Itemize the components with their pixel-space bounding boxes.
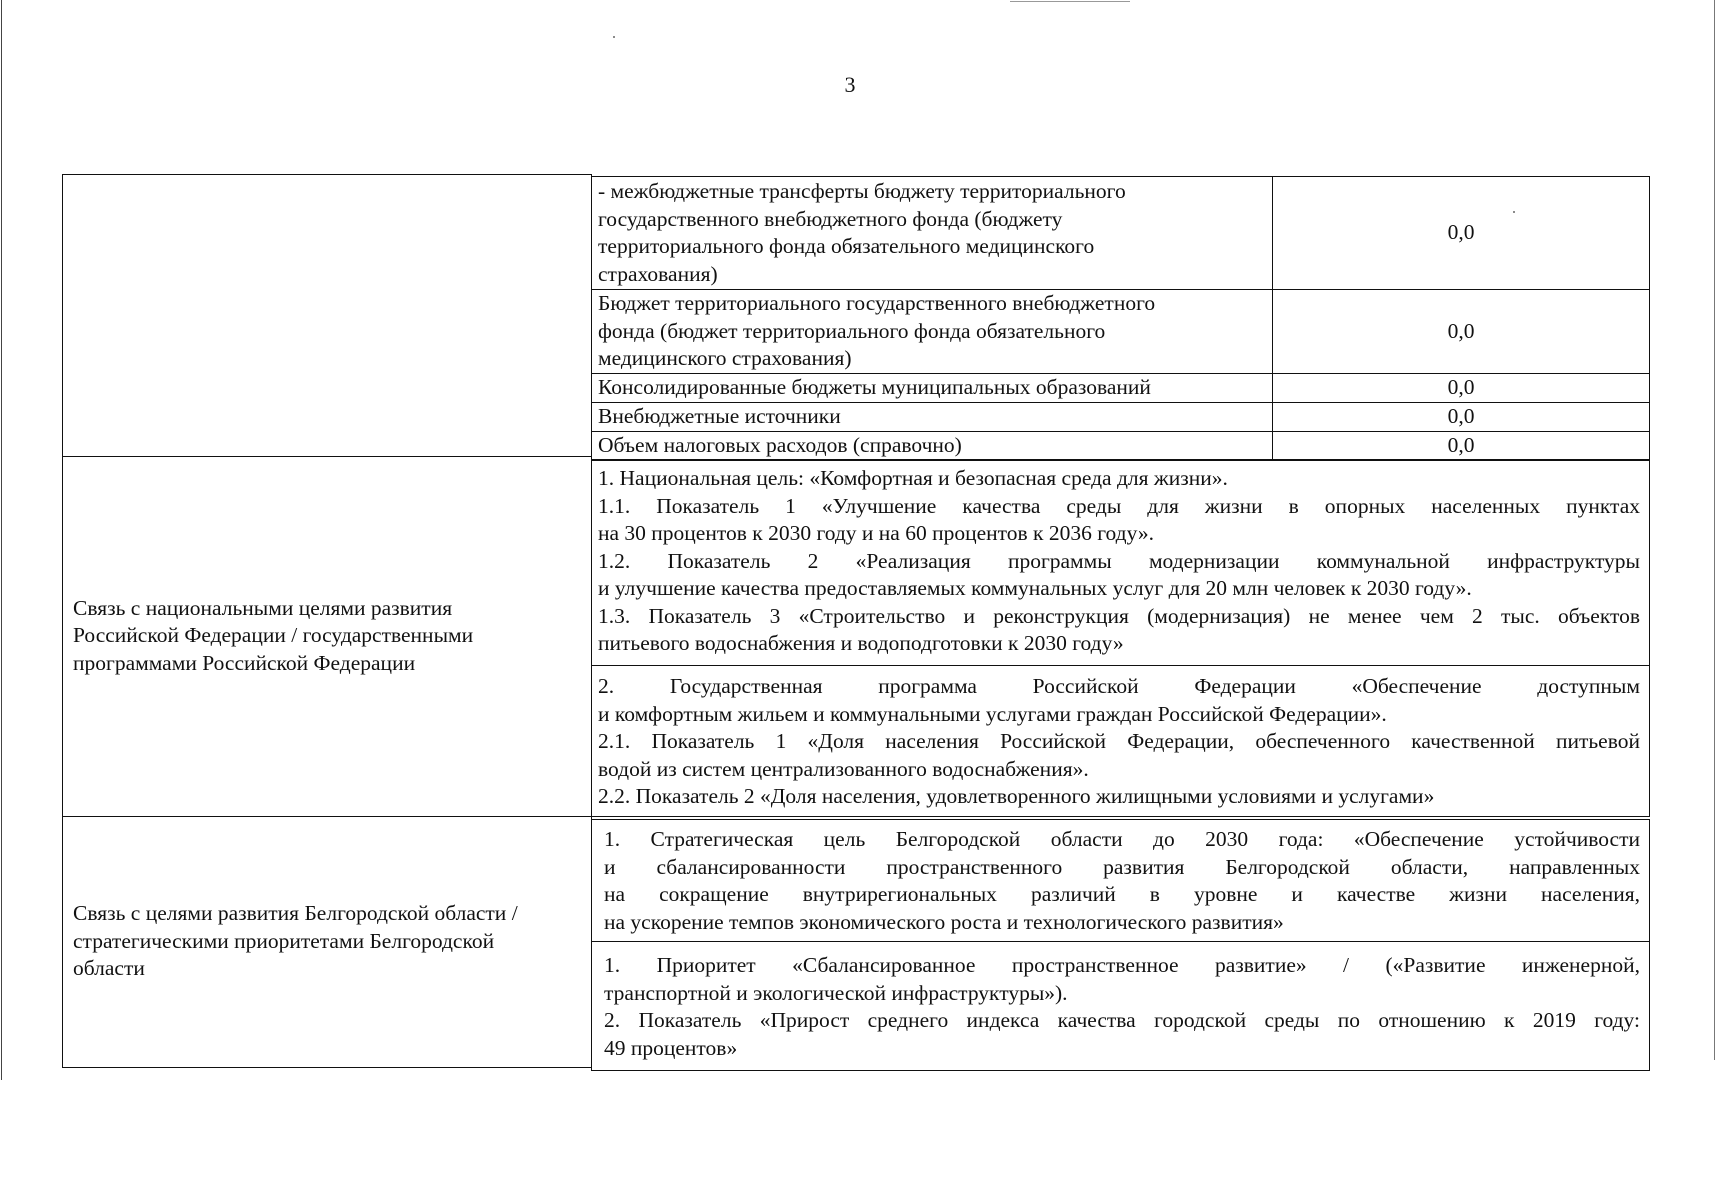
regional-goals-label — [63, 817, 590, 1066]
priority-line: 1. Приоритет «Сбалансированное пространственное развитие» / («Развитие инженерной, — [604, 953, 1640, 977]
label-line: Связь с целями развития Белгородской области / — [73, 901, 518, 926]
goal-line: 1.3. Показатель 3 «Строительство и реконструкция (модернизация) не менее чем 2 тыс. объектов — [598, 603, 1640, 628]
source-line: государственного внебюджетного фонда (бюджету — [598, 206, 1063, 231]
goal-line: на 30 процентов к 2030 году и на 60 процентов к 2036 году». — [598, 521, 1155, 545]
program-line: и комфортным жильем и коммунальными услугами граждан Российской Федерации». — [598, 701, 1387, 726]
scan-right-edge — [1714, 0, 1715, 1060]
page-number: 3 — [844, 72, 856, 97]
priority-line: транспортной и экологической инфраструктуры»). — [604, 980, 1068, 1005]
source-line: Консолидированные бюджеты муниципальных образований — [598, 375, 1151, 399]
national-goals-label-block — [62, 456, 592, 817]
funding-value-cell — [1272, 176, 1650, 290]
funding-value: 0,0 — [1447, 375, 1475, 400]
empty-label-cell — [62, 174, 592, 457]
national-goal-cell — [591, 460, 1650, 666]
regional-goal-cell — [591, 819, 1650, 942]
regional-goals-label-block — [62, 816, 592, 1068]
goal-line: 1. Национальная цель: «Комфортная и безопасная среда для жизни». — [598, 466, 1228, 490]
goal-line: и улучшение качества предоставляемых коммунальных услуг для 20 млн человек к 2030 году». — [598, 576, 1472, 600]
program-line: 2.1. Показатель 1 «Доля населения Российской Федерации, обеспеченного качественной питьевой — [598, 729, 1640, 753]
source-line: Внебюджетные источники — [598, 404, 841, 428]
source-line: страхования) — [598, 261, 718, 286]
goal-line: питьевого водоснабжения и водоподготовки к 2030 году» — [598, 631, 1124, 655]
label-line: Связь с национальными целями развития — [73, 595, 453, 620]
state-program-cell — [591, 665, 1650, 817]
scan-left-edge — [1, 0, 2, 1080]
regional-line: на ускорение темпов экономического роста и технологического развития» — [604, 909, 1284, 934]
goal-line: 1.2. Показатель 2 «Реализация программы модернизации коммунальной инфраструктуры — [598, 548, 1640, 573]
priority-line: 2. Показатель «Прирост среднего индекса качества городской среды по отношению к 2019 году: — [604, 1008, 1640, 1032]
regional-line: и сбалансированности пространственного развития Белгородской области, направленных — [604, 854, 1640, 879]
funding-value: 0,0 — [1447, 220, 1475, 245]
regional-line: на сокращение внутрирегиональных различий в уровне и качестве жизни населения, — [604, 882, 1640, 906]
regional-line: 1. Стратегическая цель Белгородской области до 2030 года: «Обеспечение устойчивости — [604, 827, 1640, 851]
scan-speck — [613, 36, 615, 38]
funding-source-cell — [591, 176, 1273, 290]
label-line: программами Российской Федерации — [73, 650, 416, 675]
funding-value: 0,0 — [1447, 432, 1475, 457]
funding-value-cell — [1272, 431, 1650, 460]
source-line: - межбюджетные трансферты бюджету территориального — [598, 179, 1126, 203]
program-line: водой из систем централизованного водоснабжения». — [598, 756, 1089, 781]
scan-top-mark — [1010, 1, 1130, 2]
goal-line: 1.1. Показатель 1 «Улучшение качества среды для жизни в опорных населенных пунктах — [598, 493, 1640, 518]
funding-source-cell — [591, 431, 1273, 460]
funding-value-cell — [1272, 289, 1650, 374]
label-line: Российской Федерации / государственными — [73, 623, 474, 648]
funding-source-cell — [591, 373, 1273, 403]
label-line: области — [73, 956, 145, 981]
funding-value-cell — [1272, 402, 1650, 432]
regional-priority-cell — [591, 941, 1650, 1071]
national-goals-label — [63, 457, 590, 815]
funding-value-cell — [1272, 373, 1650, 403]
program-line: 2. Государственная программа Российской Федерации «Обеспечение доступным — [598, 674, 1640, 698]
funding-value: 0,0 — [1447, 404, 1475, 429]
program-line: 2.2. Показатель 2 «Доля населения, удовлетворенного жилищными условиями и услугами» — [598, 784, 1435, 808]
funding-value: 0,0 — [1447, 318, 1475, 343]
priority-line: 49 процентов» — [604, 1035, 738, 1060]
label-line: стратегическими приоритетами Белгородской — [73, 928, 495, 953]
source-line: медицинского страхования) — [598, 346, 852, 370]
funding-source-cell — [591, 402, 1273, 432]
source-line: Бюджет территориального государственного внебюджетного — [598, 291, 1156, 315]
source-line: Объем налоговых расходов (справочно) — [598, 433, 962, 457]
source-line: территориального фонда обязательного медицинского — [598, 234, 1095, 258]
funding-source-cell — [591, 289, 1273, 374]
source-line: фонда (бюджет территориального фонда обязательного — [598, 318, 1106, 343]
